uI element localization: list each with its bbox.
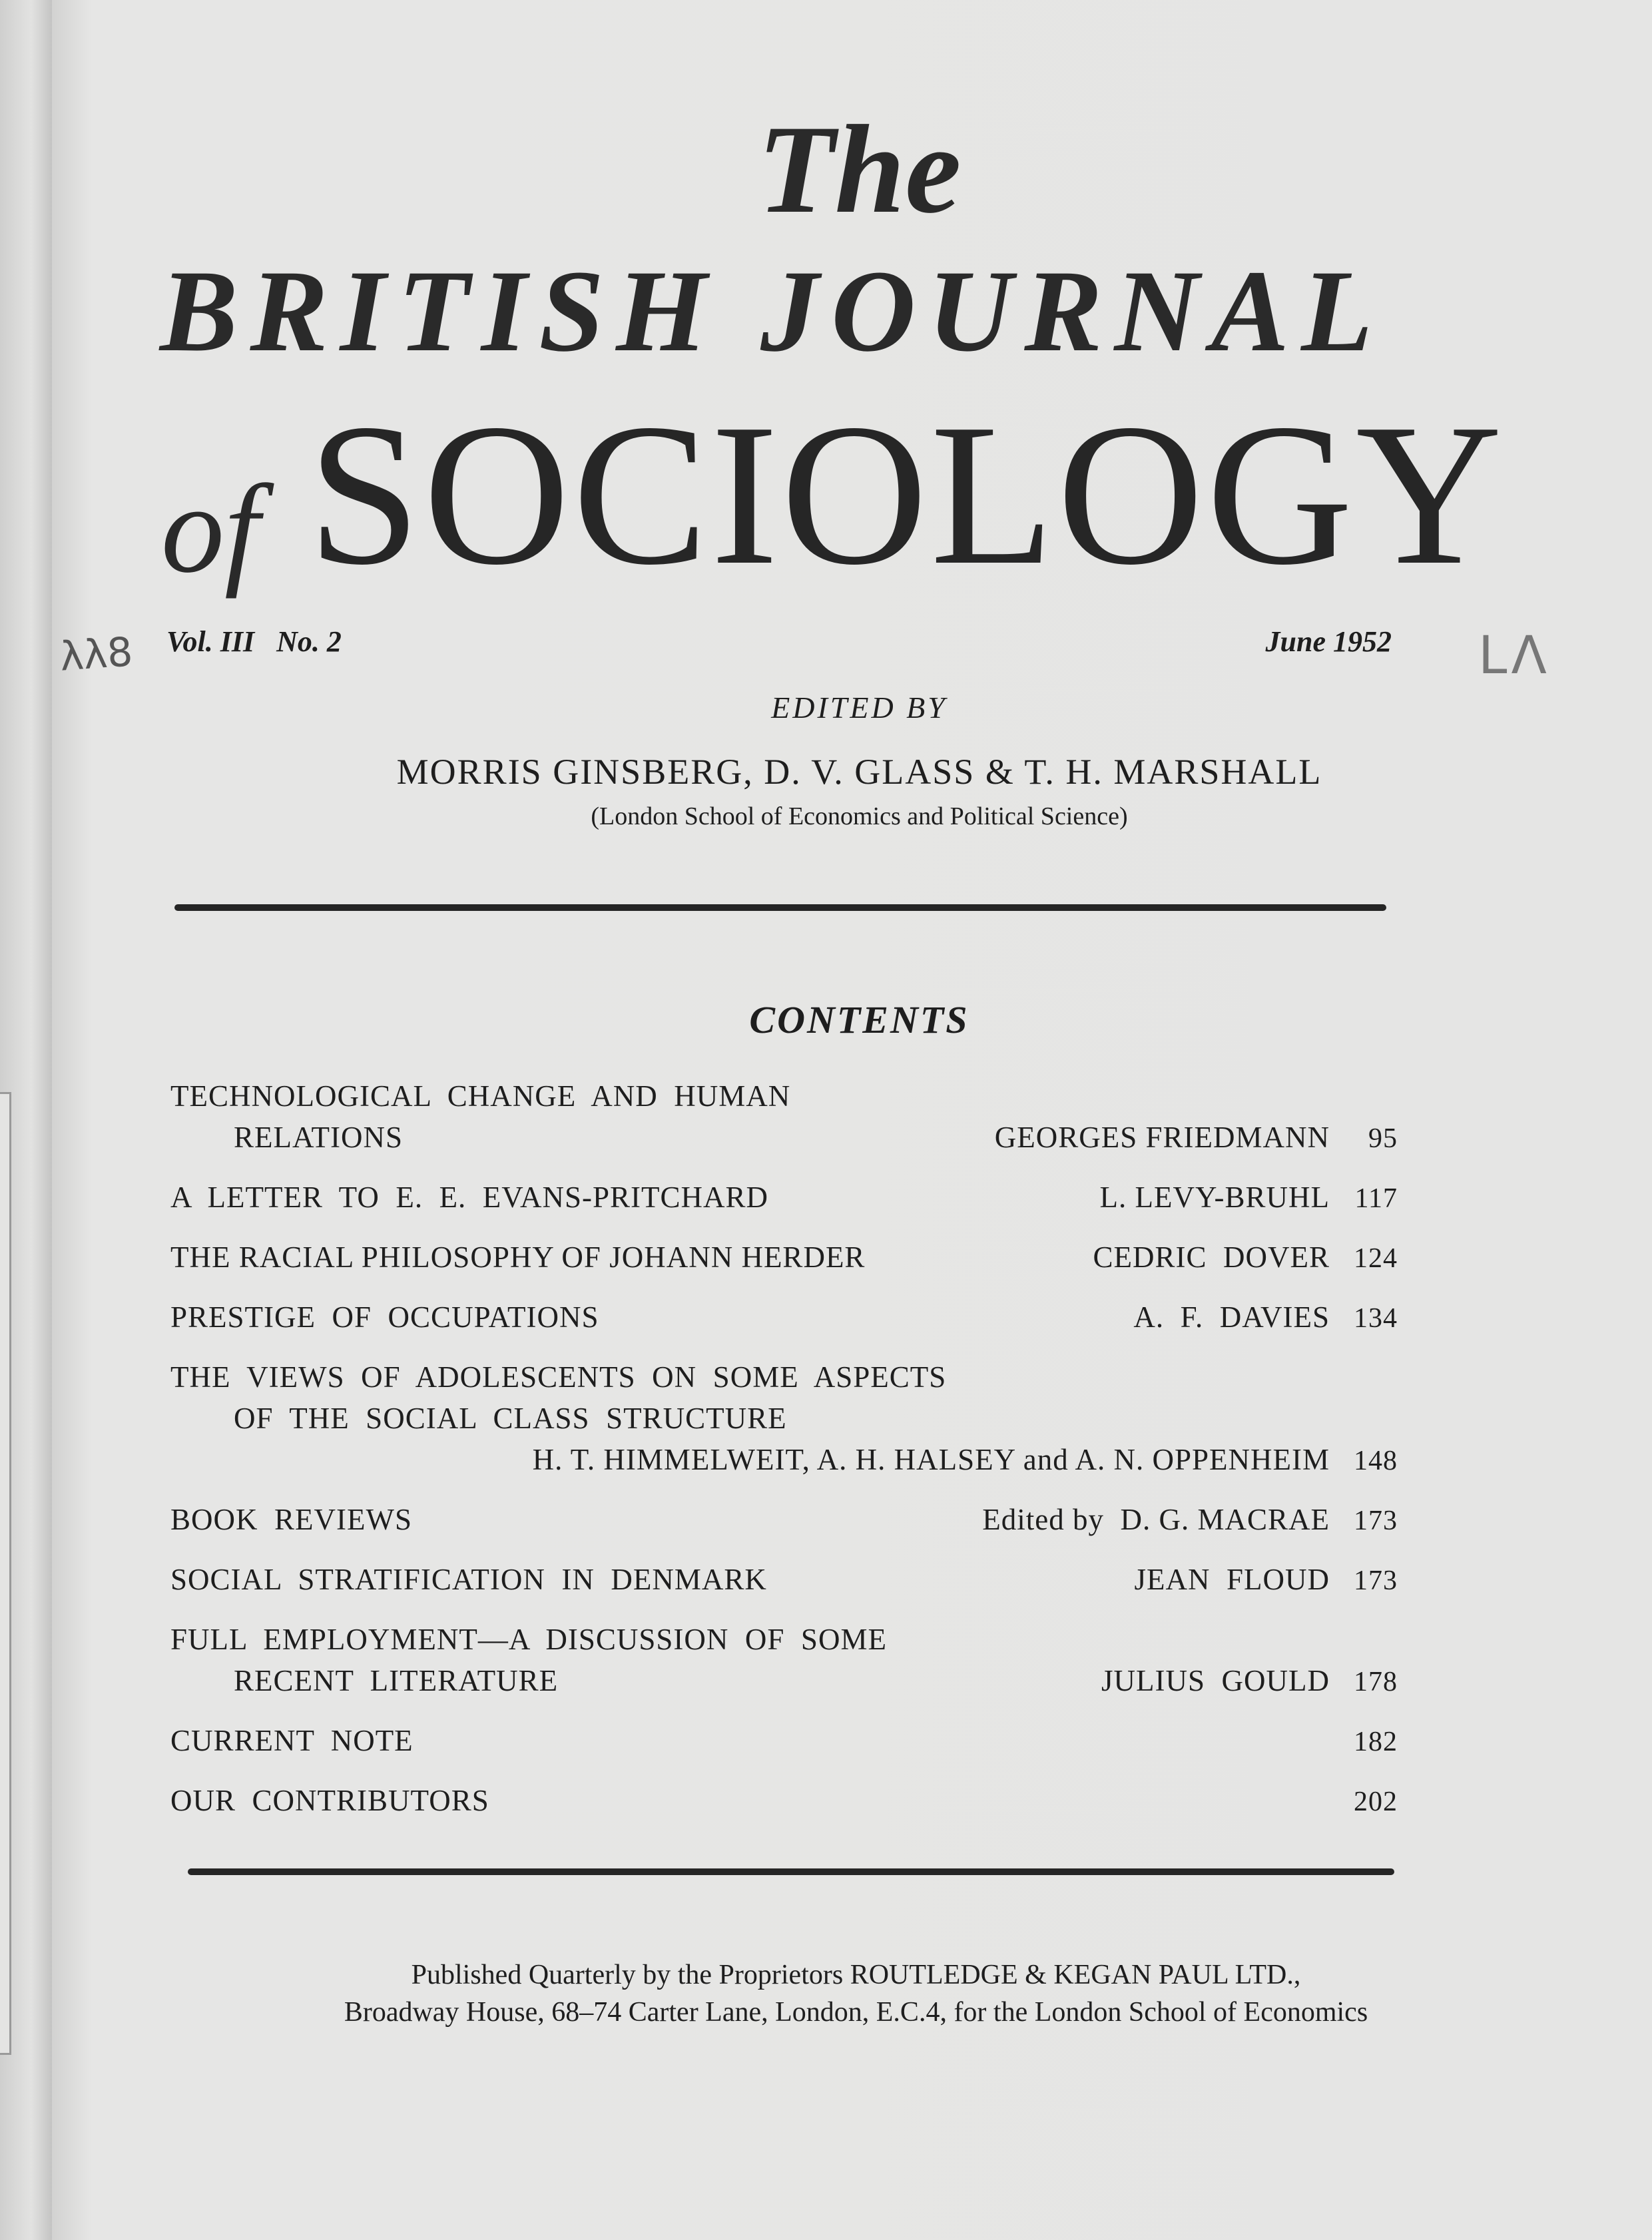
toc-entry-title: TECHNOLOGICAL CHANGE AND HUMAN (170, 1079, 791, 1113)
handwritten-note-left: λλ8 (58, 629, 135, 681)
toc-entry-author: GEORGES FRIEDMANN (994, 1121, 1330, 1154)
toc-entry-page: 173 (1354, 1506, 1398, 1536)
toc-entry-title: A LETTER TO E. E. EVANS-PRITCHARD (170, 1181, 769, 1214)
title-sociology: SOCIOLOGY (308, 382, 1506, 607)
bottom-rule (188, 1868, 1394, 1875)
toc-entry-title: FULL EMPLOYMENT—A DISCUSSION OF SOME (170, 1623, 887, 1656)
title-british-journal: BRITISH JOURNAL (160, 246, 1385, 376)
toc-entry (170, 1075, 1398, 1159)
toc-entry (170, 1237, 1398, 1279)
toc-entry-author: L. LEVY-BRUHL (1099, 1181, 1330, 1214)
publisher-line-2: Broadway House, 68–74 Carter Lane, London, E.C.4, for the London School of Economics (344, 1997, 1368, 2028)
toc-entry-title: BOOK REVIEWS (170, 1503, 412, 1536)
toc-entry (170, 1619, 1398, 1703)
facing-page-margin (0, 1092, 11, 2055)
toc-entry (170, 1296, 1398, 1339)
toc-entry-author: H. T. HIMMELWEIT, A. H. HALSEY and A. N. OPPENHEIM (532, 1443, 1330, 1476)
title-of: of (161, 459, 260, 599)
toc-entry-author: A. F. DAVIES (1133, 1300, 1330, 1334)
toc-entry-title: CURRENT NOTE (170, 1724, 413, 1757)
publisher-imprint (0, 1956, 1652, 2031)
toc-entry (170, 1720, 1398, 1763)
title-the: The (757, 100, 962, 240)
toc-entry-title: SOCIAL STRATIFICATION IN DENMARK (170, 1563, 767, 1596)
toc-entry-author: JEAN FLOUD (1134, 1563, 1330, 1596)
editors-affiliation: (London School of Economics and Political Science) (591, 802, 1128, 830)
editors-names: MORRIS GINSBERG, D. V. GLASS & T. H. MARSHALL (396, 752, 1322, 792)
publisher-line-1: Published Quarterly by the Proprietors ROUTLEDGE & KEGAN PAUL LTD., (411, 1960, 1301, 1990)
contents-heading: CONTENTS (749, 998, 969, 1041)
toc-entry-title: OUR CONTRIBUTORS (170, 1784, 489, 1817)
toc-entry-author: Edited by D. G. MACRAE (982, 1503, 1330, 1536)
toc-entry-author: JULIUS GOULD (1101, 1664, 1330, 1697)
issue-date: June 1952 (1265, 625, 1392, 658)
toc-entry-page: 95 (1368, 1123, 1398, 1154)
handwritten-note-right: LΛ (1478, 626, 1551, 686)
toc-entry-author: CEDRIC DOVER (1093, 1241, 1330, 1274)
toc-entry (170, 1356, 1398, 1482)
toc-entry-page: 173 (1354, 1565, 1398, 1596)
toc-entry (170, 1559, 1398, 1601)
toc-entry (170, 1499, 1398, 1541)
toc-entry-page: 178 (1354, 1667, 1398, 1697)
toc-entry-title: THE RACIAL PHILOSOPHY OF JOHANN HERDER (170, 1241, 866, 1274)
toc-entry-page: 134 (1354, 1303, 1398, 1334)
toc-entry-page: 202 (1354, 1787, 1398, 1817)
toc-entry-title: THE VIEWS OF ADOLESCENTS ON SOME ASPECTS (170, 1360, 947, 1394)
volume-number: Vol. III No. 2 (166, 625, 342, 658)
toc-entry-page: 148 (1354, 1446, 1398, 1476)
top-rule (174, 904, 1386, 911)
toc-entry (170, 1780, 1398, 1822)
toc-entry (170, 1177, 1398, 1219)
toc-entry-page: 182 (1354, 1727, 1398, 1757)
toc-entry-title-cont: RELATIONS (234, 1121, 403, 1154)
edited-by-label: EDITED BY (771, 691, 948, 724)
toc-entry-page: 117 (1354, 1183, 1398, 1214)
toc-entry-title-cont: OF THE SOCIAL CLASS STRUCTURE (234, 1402, 787, 1435)
toc-entry-page: 124 (1354, 1243, 1398, 1274)
toc-entry-title: PRESTIGE OF OCCUPATIONS (170, 1300, 599, 1334)
toc-entry-title-cont: RECENT LITERATURE (234, 1664, 559, 1697)
table-of-contents (170, 1075, 1398, 1840)
